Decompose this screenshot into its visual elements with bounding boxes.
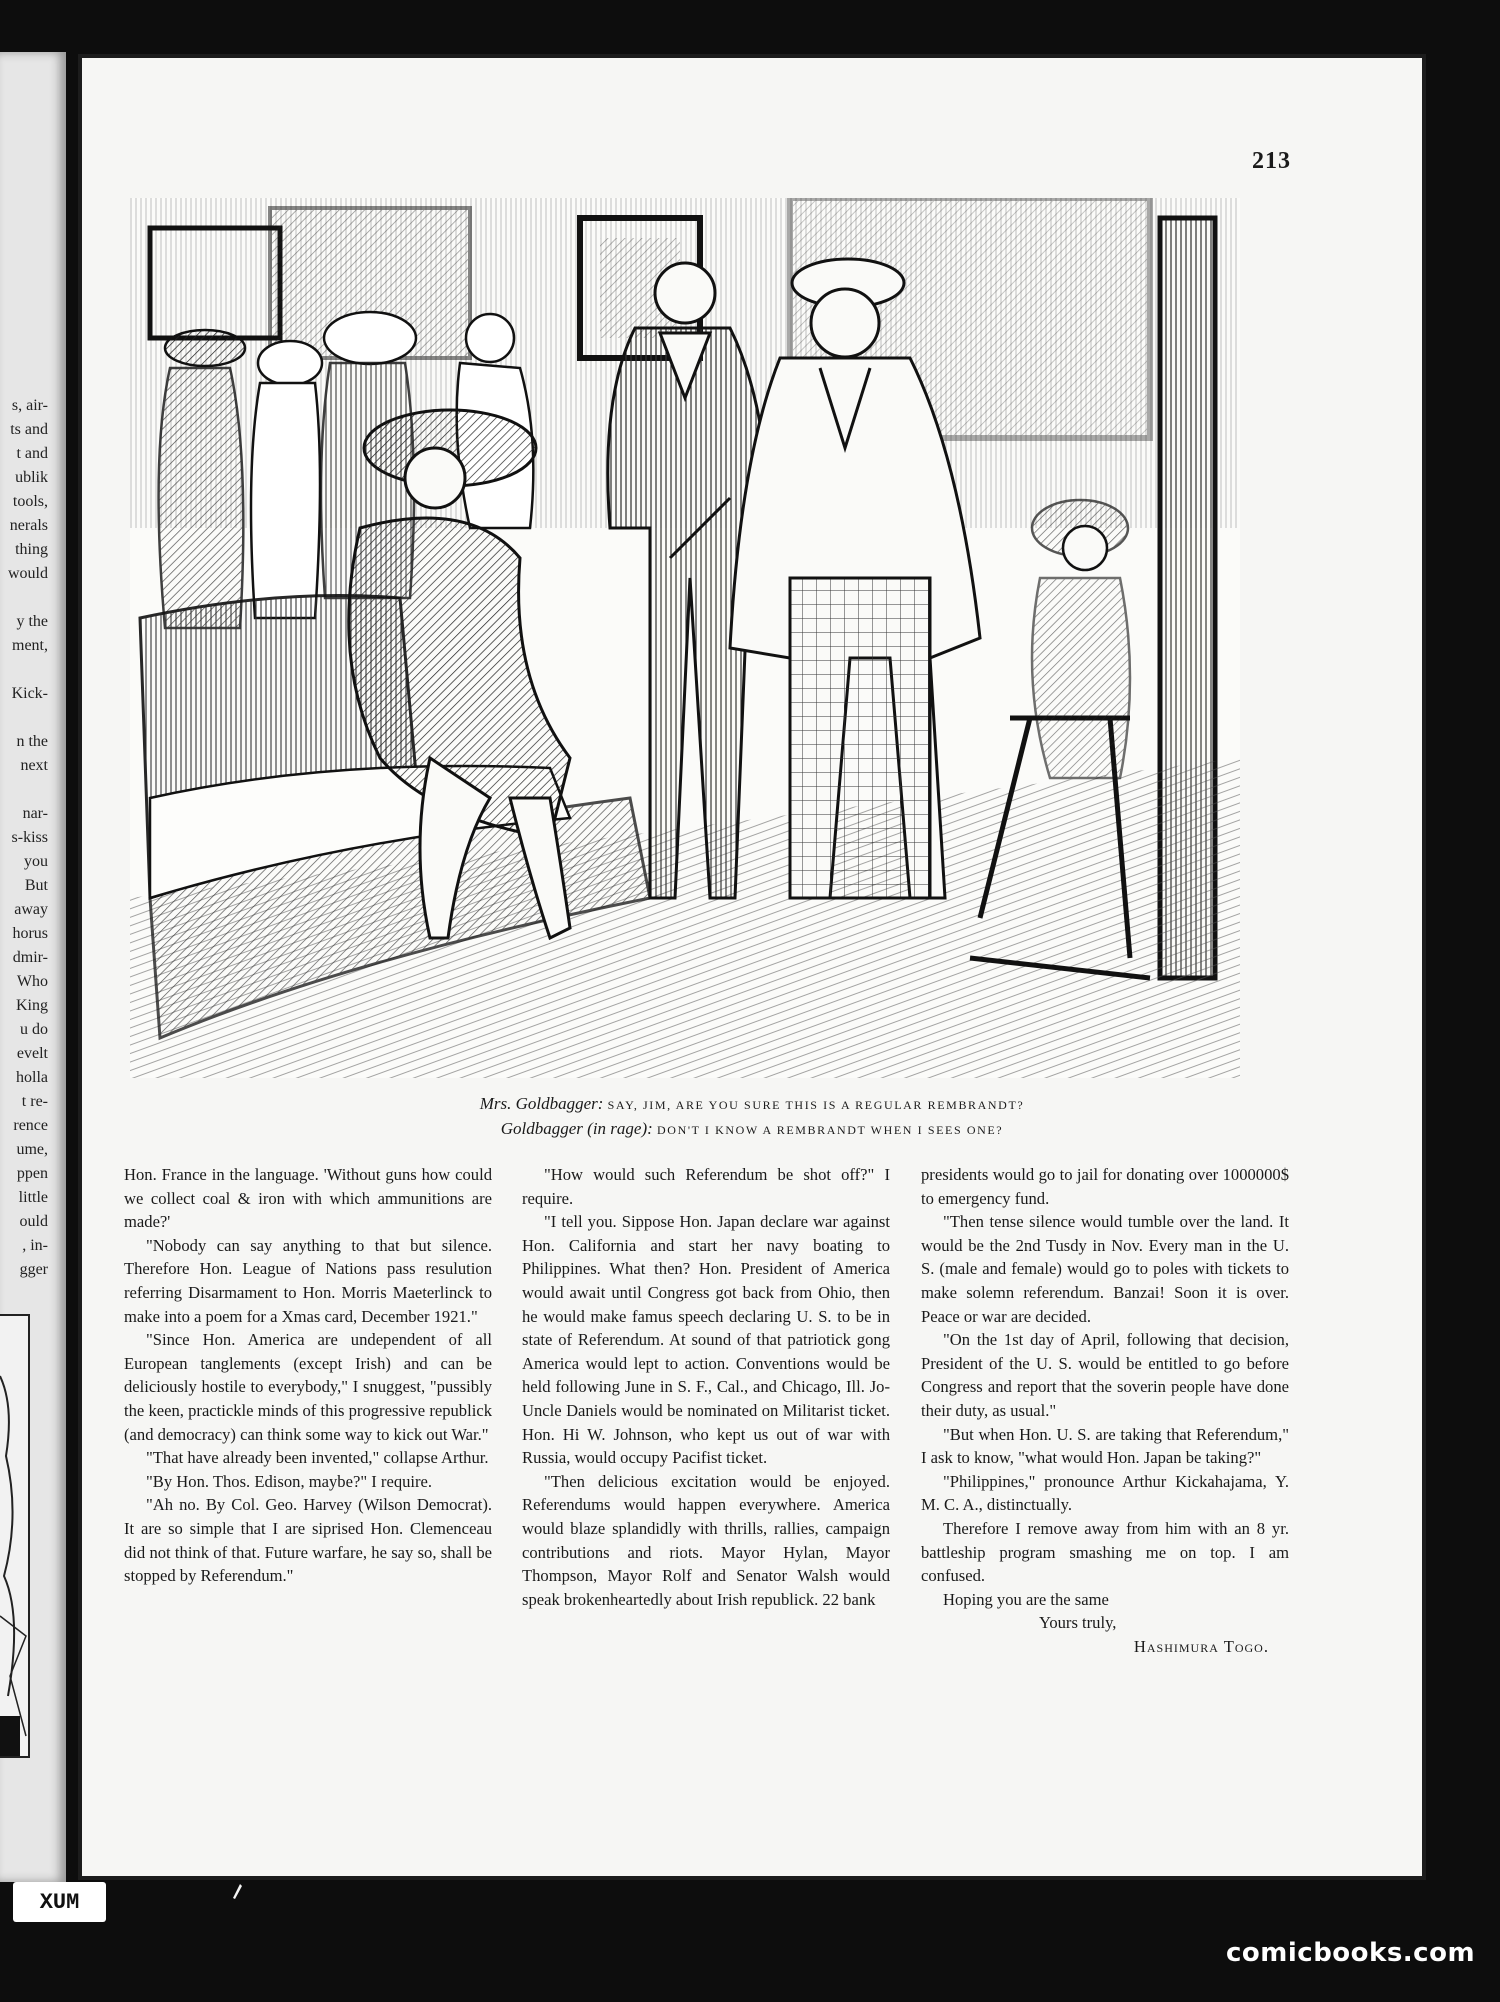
author-signature: Hashimura Togo. [1133,1636,1269,1656]
previous-page-line [0,778,48,802]
xum-stamp: XUM [13,1882,106,1922]
paragraph: Hon. France in the language. 'Without guns how could we collect coal & iron with which ammunitions are made?' [124,1165,492,1232]
previous-page-line: y the [16,613,48,630]
paragraph: "How would such Referendum be shot off?" I require. [522,1165,890,1208]
caption-speech-2: DON'T I KNOW A REMBRANDT WHEN I SEES ONE? [657,1123,1004,1137]
previous-page-line [0,586,48,610]
previous-page-line: you [24,853,48,870]
magazine-page [82,58,1422,1876]
cartoon-caption [82,1092,1422,1142]
paragraph: "Nobody can say anything to that but silence. Therefore Hon. League of Nations pass resulution referring Disarmament to Hon. Morris Maeterlinck to make into a poem for a Xmas card, December 1921." [124,1235,492,1326]
yours-truly: Yours truly, [1039,1613,1117,1633]
paragraph: "Then tense silence would tumble over the land. It would be the 2nd Tusdy in Nov. Every man in the U. S. (male and female) would go to poles with tickets to make solemn referendum. Banzai! Soon it is over. Peace or war are decided. [921,1212,1289,1326]
paragraph: "Ah no. By Col. Geo. Harvey (Wilson Democrat). It are so simple that I are siprised Hon. Clemenceau did not think of that. Future warfare, he say so, shall be stopped by Referendum." [124,1495,492,1586]
previous-page-line [0,706,48,730]
previous-page-line: t and [16,445,48,462]
previous-page-line: nar- [22,805,48,822]
previous-page-line: dmir- [12,949,48,966]
previous-page-line: evelt [16,1045,48,1062]
previous-page [0,52,66,1882]
previous-page-line: horus [12,925,48,942]
previous-page-line: ts and [10,421,48,438]
previous-page-line: , in- [22,1237,48,1254]
article-column-2 [522,1163,890,1611]
paragraph: "I tell you. Sippose Hon. Japan declare war against Hon. California and start her navy boating to Philippines. What then? Hon. President of America would await until Congress got back from Ohio, then he would make famus speech declaring U. S. to be in state of Referendum. At sound of that patriotick gong America would lept to action. Conventions would be held following June in S. F., Cal., and Chicago, Ill. Jo-Uncle Daniels would be nominated on Militarist ticket. Hon. Hi W. Johnson, who kept us out of war with Russia, would occupy Pacifist ticket. [522,1212,890,1468]
pencil-mark-icon [230,1880,244,1900]
previous-page-line: King [16,997,48,1014]
previous-page-line: thing [15,541,48,558]
previous-page-text [0,394,48,1282]
paragraph: "By Hon. Thos. Edison, maybe?" I require. [146,1471,433,1491]
previous-page-line: ublik [15,469,48,486]
paragraph: "But when Hon. U. S. are taking that Referendum," I ask to know, "what would Hon. Japan be taking?" [921,1424,1289,1468]
paragraph: "On the 1st day of April, following that decision, President of the U. S. would be entitled to go before Congress and report that the soverin people have done their duty, as usual." [921,1330,1289,1420]
article-column-1 [124,1163,492,1588]
previous-page-line: ment, [12,637,48,654]
previous-page-line: n the [16,733,48,750]
previous-page-line: t re- [21,1093,48,1110]
caption-speaker-1: Mrs. Goldbagger: [479,1094,604,1113]
page-number: 213 [1252,148,1291,174]
previous-page-line: away [14,901,48,918]
previous-page-line: s, air- [11,397,48,414]
cartoon-drawing [130,198,1240,1078]
article-columns [124,1163,1299,1843]
caption-speaker-2: Goldbagger (in rage): [500,1119,653,1138]
previous-page-line: Kick- [11,685,48,702]
caption-line-1 [82,1092,1422,1117]
previous-page-line: ould [19,1213,48,1230]
previous-page-line: holla [16,1069,48,1086]
previous-page-line: tools, [12,493,48,510]
previous-page-illustration [0,1314,30,1758]
previous-page-line: s-kiss [11,829,48,846]
previous-page-line: u do [20,1021,48,1038]
watermark: comicbooks.com [1226,1938,1476,1968]
caption-line-2 [82,1117,1422,1142]
previous-page-line: ume, [16,1141,48,1158]
caption-speech-1: SAY, JIM, ARE YOU SURE THIS IS A REGULAR REMBRANDT? [607,1098,1025,1112]
paragraph: "That have already been invented," collapse Arthur. [146,1448,489,1468]
paragraph: "Philippines," pronounce Arthur Kickahajama, Y. M. C. A., distinctually. [921,1471,1289,1515]
previous-page-line: would [8,565,48,582]
paragraph: Therefore I remove away from him with an 8 yr. battleship program smashing me on top. I am confused. [921,1518,1289,1586]
previous-page-line [0,658,48,682]
previous-page-line: next [20,757,48,774]
paragraph: "Since Hon. America are undependent of all European tanglements (except Irish) and can be deliciously hostile to everybody," I snuggest, "pussibly the keen, practickle minds of this progressive republick (and democracy) can think some way to kick out War." [124,1330,492,1444]
previous-page-line: nerals [9,517,48,534]
cartoon-illustration [130,198,1240,1078]
previous-page-line: But [24,877,48,894]
paragraph: "Then delicious excitation would be enjoyed. Referendums would happen everywhere. America would blaze splandidly with thrills, rallies, campaign contributions and riots. Mayor Hylan, Mayor Thompson, Mayor Rolf and Senator Walsh would speak brokenheartedly about Irish republick. 22 bank [522,1471,890,1609]
previous-page-line: rence [13,1117,48,1134]
previous-page-line: Who [16,973,48,990]
article-column-3 [921,1163,1289,1658]
closing-line: Hoping you are the same [943,1589,1109,1609]
previous-page-line: ppen [16,1165,48,1182]
previous-page-line: little [18,1189,48,1206]
previous-page-line: gger [19,1261,48,1278]
paragraph: presidents would go to jail for donating over 1000000$ to emergency fund. [921,1165,1289,1208]
